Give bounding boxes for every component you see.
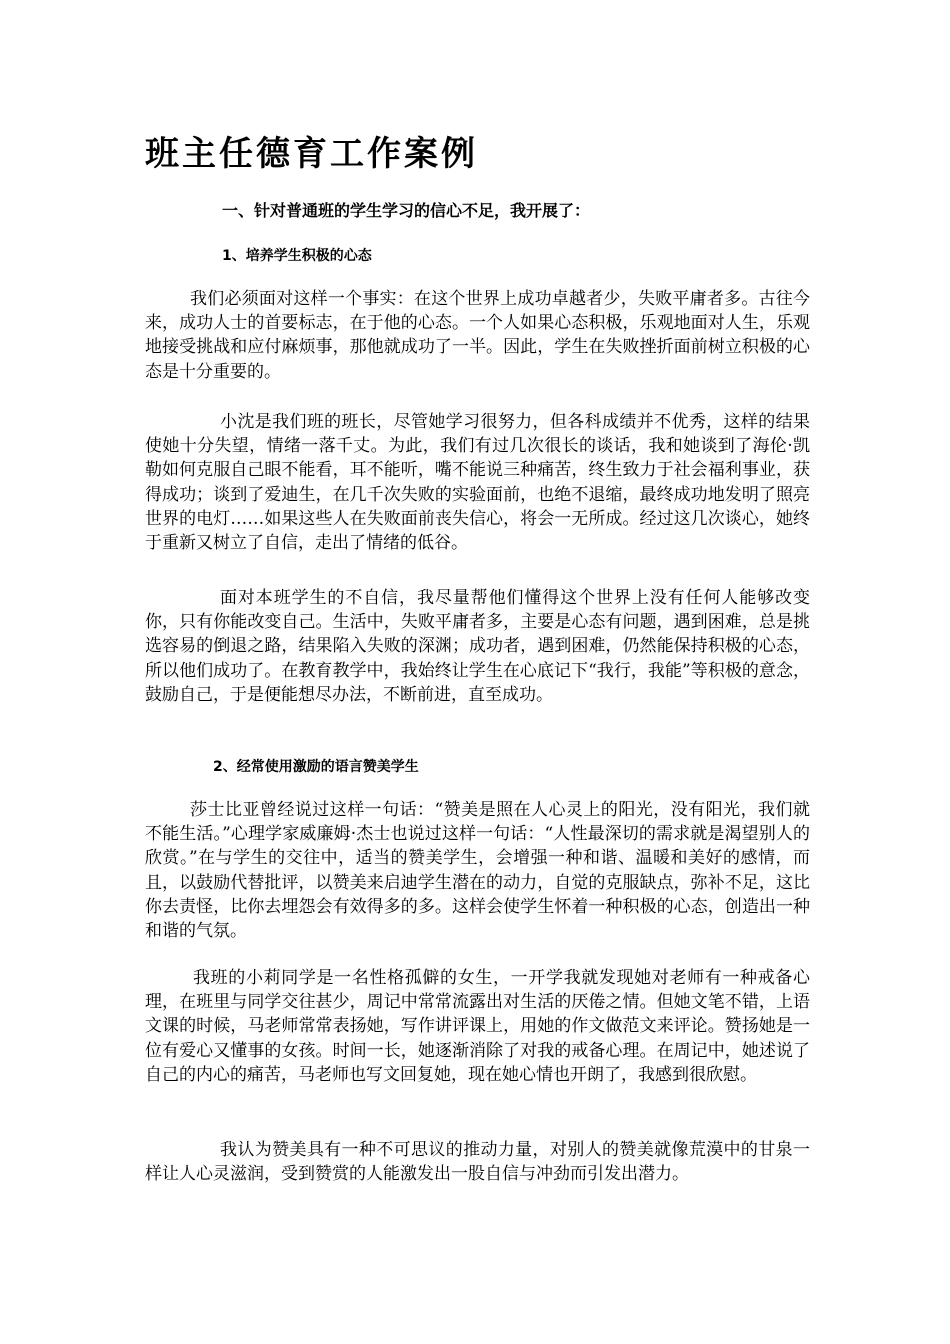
document-title: 班主任德育工作案例 xyxy=(145,134,478,174)
paragraph: 莎士比亚曾经说过这样一句话：“赞美是照在人心灵上的阳光，没有阳光，我们就不能生活。”心理学家威廉姆·杰士也说过这样一句话：“人性最深切的需求就是渴望别人的欣赏。”在与学生的交往中，适当的赞美学生，会增强一种和谐、温暖和美好的感情，而且，以鼓励代替批评，以赞美来启迪学生潜在的动力，自觉的克服缺点，弥补不足，这比你去责怪，比你去埋怨会有效得多的多。这样会使学生怀着一种积极的心态，创造出一种和谐的气氛。 xyxy=(145,800,810,942)
section-heading-main: 一、针对普通班的学生学习的信心不足，我开展了： xyxy=(222,201,591,220)
paragraph: 我班的小莉同学是一名性格孤僻的女生，一开学我就发现她对老师有一种戒备心理，在班里与同学交往甚少，周记中常常流露出对生活的厌倦之情。但她文笔不错，上语文课的时候，马老师常常表扬她，写作讲评课上，用她的作文做范文来评论。赞扬她是一位有爱心又懂事的女孩。时间一长，她逐渐消除了对我的戒备心理。在周记中，她述说了自己的内心的痛苦，马老师也写文回复她，现在她心情也开朗了，我感到很欣慰。 xyxy=(145,968,810,1085)
paragraph: 我认为赞美具有一种不可思议的推动力量，对别人的赞美就像荒漠中的甘泉一样让人心灵滋润，受到赞赏的人能激发出一股自信与冲劲而引发出潜力。 xyxy=(145,1140,810,1185)
document-page xyxy=(145,0,810,1344)
subsection-heading-1: 1、培养学生积极的心态 xyxy=(222,248,372,264)
paragraph: 小沈是我们班的班长，尽管她学习很努力，但各科成绩并不优秀，这样的结果使她十分失望，情绪一落千丈。为此，我们有过几次很长的谈话，我和她谈到了海伦·凯勒如何克服自己眼不能看，耳不能听，嘴不能说三种痛苦，终生致力于社会福利事业，获得成功；谈到了爱迪生，在几千次失败的实验面前，也绝不退缩，最终成功地发明了照亮世界的电灯……如果这些人在失败面前丧失信心，将会一无所成。经过这几次谈心，她终于重新又树立了自信，走出了情绪的低谷。 xyxy=(145,412,810,554)
subsection-heading-2: 2、经常使用激励的语言赞美学生 xyxy=(213,759,419,775)
paragraph: 面对本班学生的不自信，我尽量帮他们懂得这个世界上没有任何人能够改变你，只有你能改变自己。生活中，失败平庸者多，主要是心态有问题，遇到困难，总是挑选容易的倒退之路，结果陷入失败的深渊；成功者，遇到困难，仍然能保持积极的心态，所以他们成功了。在教育教学中，我始终让学生在心底记下“我行，我能”等积极的意念，鼓励自己，于是便能想尽办法，不断前进，直至成功。 xyxy=(145,588,810,705)
paragraph: 我们必须面对这样一个事实：在这个世界上成功卓越者少，失败平庸者多。古往今来，成功人士的首要标志，在于他的心态。一个人如果心态积极，乐观地面对人生，乐观地接受挑战和应付麻烦事，那他就成功了一半。因此，学生在失败挫折面前树立积极的心态是十分重要的。 xyxy=(145,289,810,382)
